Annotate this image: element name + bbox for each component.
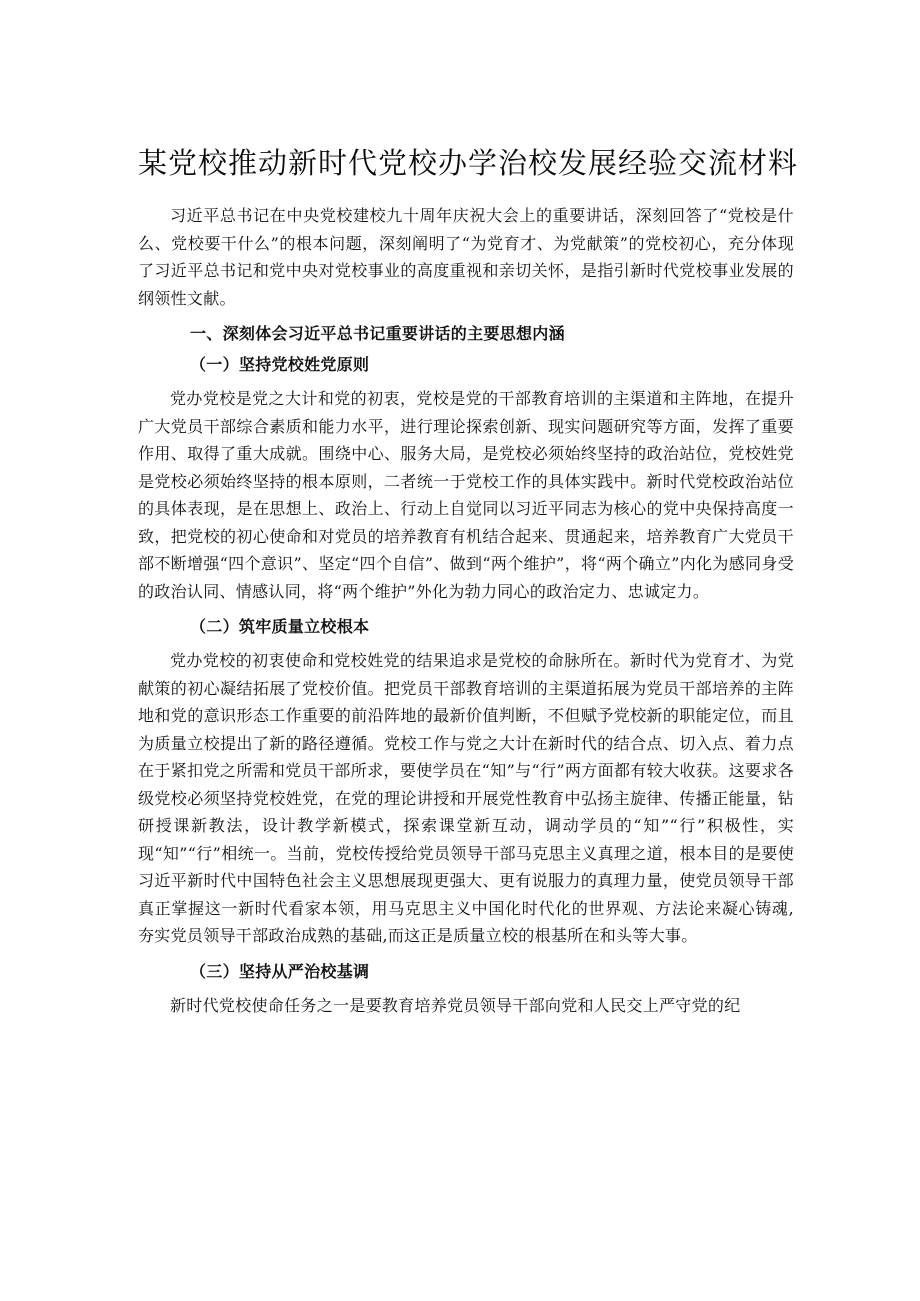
subsection-paragraph-2: 党办党校的初衷使命和党校姓党的结果追求是党校的命脉所在。新时代为党育才、为党献策的初心凝结拓展了党校价值。把党员干部教育培训的主渠道拓展为党员干部培养的主阵地和党的意识形态工作重要的前沿阵地的最新价值判断，不但赋予党校新的职能定位，而且为质量立校提出了新的路径遵循。党校工作与党之大计在新时代的结合点、切入点、着力点在于紧扣党之所需和党员干部所求，要使学员在“知”与“行”两方面都有较大收获。这要求各级党校必须坚持党校姓党，在党的理论讲授和开展党性教育中弘扬主旋律、传播正能量，钻研授课新教法，设计教学新模式，探索课堂新互动，调动学员的“知”“行”积极性，实现“知”“行”相统一。当前，党校传授给党员领导干部马克思主义真理之道，根本目的是要使习近平新时代中国特色社会主义思想展现更强大、更有说服力的真理力量，使党员领导干部真正掌握这一新时代看家本领，用马克思主义中国化时代化的世界观、方法论来凝心铸魂,夯实党员领导干部政治成熟的基础,而这正是质量立校的根基所在和头等大事。 (138, 651, 794, 945)
subsection-paragraph-1: 党办党校是党之大计和党的初衷，党校是党的干部教育培训的主渠道和主阵地，在提升广大党员干部综合素质和能力水平，进行理论探索创新、现实问题研究等方面，发挥了重要作用、取得了重大成就。围绕中心、服务大局，是党校必须始终坚持的政治站位，党校姓党是党校必须始终坚持的根本原则，二者统一于党校工作的具体实践中。新时代党校政治站位的具体表现，是在思想上、政治上、行动上自觉同以习近平同志为核心的党中央保持高度一致，把党校的初心使命和对党员的培养教育有机结合起来、贯通起来，培养教育广大党员干部不断增强“四个意识”、坚定“四个自信”、做到“两个维护”，将“两个确立”内化为感同身受的政治认同、情感认同，将“两个维护”外化为勃力同心的政治定力、忠诚定力。 (138, 389, 794, 601)
intro-paragraph: 习近平总书记在中央党校建校九十周年庆祝大会上的重要讲话，深刻回答了“党校是什么、党校要干什么”的根本问题，深刻阐明了“为党育才、为党献策”的党校初心，充分体现了习近平总书记和党中央对党校事业的高度重视和亲切关怀，是指引新时代党校事业发展的纲领性文献。 (138, 206, 794, 308)
document-title: 某党校推动新时代党校办学治校发展经验交流材料 (138, 146, 799, 180)
subsection-heading-2: （二）筑牢质量立校根本 (190, 617, 370, 636)
subsection-paragraph-3: 新时代党校使命任务之一是要教育培养党员领导干部向党和人民交上严守党的纪 (170, 995, 741, 1015)
section-heading-1: 一、深刻体会习近平总书记重要讲话的主要思想内涵 (190, 324, 565, 343)
document-body (138, 202, 794, 1019)
subsection-heading-3: （三）坚持从严治校基调 (190, 961, 370, 981)
subsection-heading-1: （一）坚持党校姓党原则 (190, 355, 370, 374)
